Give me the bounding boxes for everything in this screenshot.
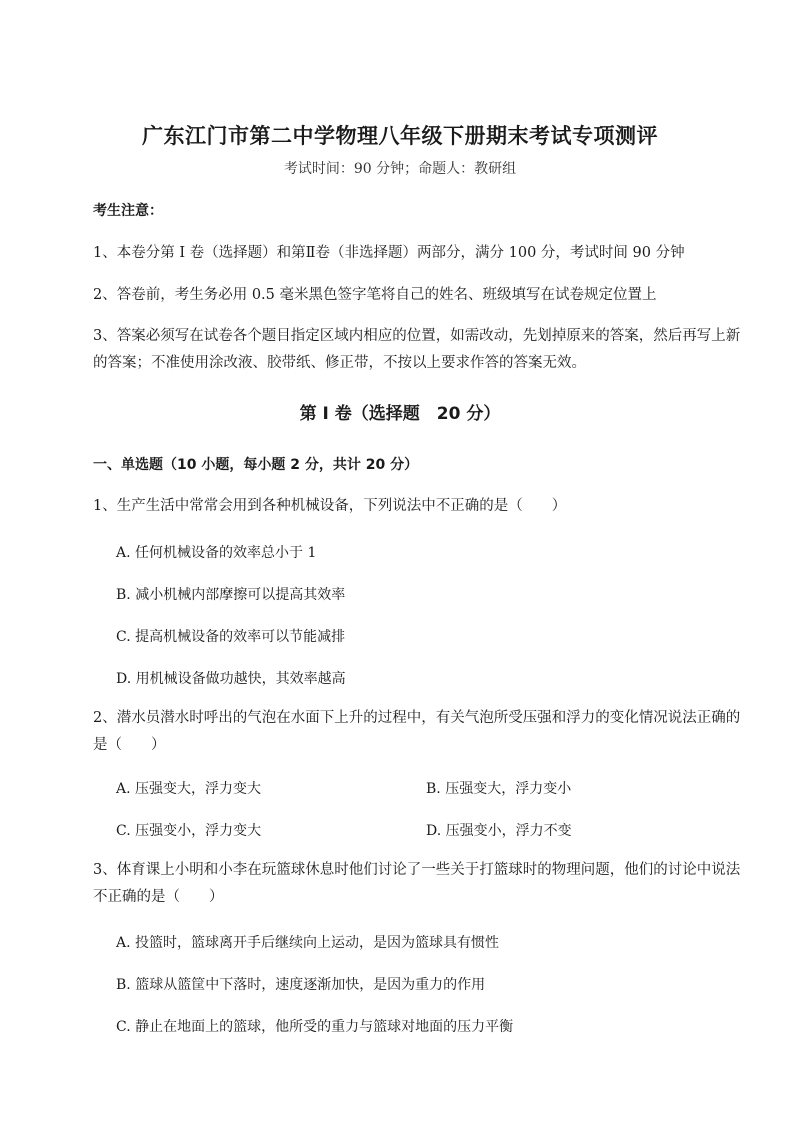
question-3-option-a: A. 投篮时，篮球离开手后继续向上运动，是因为篮球具有惯性 [116,935,500,951]
question-2-option-b: B. 压强变大，浮力变小 [426,781,572,797]
question-1-option-d: D. 用机械设备做功越快，其效率越高 [116,671,346,687]
question-3-stem: 3、体育课上小明和小李在玩篮球休息时他们讨论了一些关于打篮球时的物理问题，他们的讨论中说法不正确的是（ ） [93,862,741,905]
question-2-option-c: C. 压强变小，浮力变大 [116,823,262,839]
notice-heading: 考生注意： [93,203,163,219]
notice-item-1: 1、本卷分第 I 卷（选择题）和第Ⅱ卷（非选择题）两部分，满分 100 分，考试时间 90 分钟 [93,245,685,261]
part-heading: 一、单选题（10 小题，每小题 2 分，共计 20 分） [93,457,419,473]
question-1-option-b: B. 减小机械内部摩擦可以提高其效率 [116,587,346,603]
question-1-option-c: C. 提高机械设备的效率可以节能减排 [116,629,346,645]
question-2-stem: 2、潜水员潜水时呼出的气泡在水面下上升的过程中，有关气泡所受压强和浮力的变化情况说法正确的是（ ） [93,710,741,753]
exam-info: 考试时间：90 分钟；命题人：教研组 [283,161,517,177]
question-3-option-b: B. 篮球从篮筐中下落时，速度逐渐加快，是因为重力的作用 [116,977,486,993]
notice-item-2: 2、答卷前，考生务必用 0.5 毫米黑色签字笔将自己的姓名、班级填写在试卷规定位置上 [93,287,657,303]
question-1-option-a: A. 任何机械设备的效率总小于 1 [116,545,317,561]
question-1-stem: 1、生产生活中常常会用到各种机械设备，下列说法中不正确的是（ ） [93,498,567,514]
question-2-option-a: A. 压强变大，浮力变大 [116,781,262,797]
section-title: 第 I 卷（选择题 20 分） [299,404,501,424]
question-3-option-c: C. 静止在地面上的篮球，他所受的重力与篮球对地面的压力平衡 [116,1019,514,1035]
page-title: 广东江门市第二中学物理八年级下册期末考试专项测评 [142,124,658,148]
question-2-option-d: D. 压强变小，浮力不变 [426,823,572,839]
notice-item-3: 3、答案必须写在试卷各个题目指定区域内相应的位置，如需改动，先划掉原来的答案，然后再写上新的答案；不准使用涂改液、胶带纸、修正带，不按以上要求作答的答案无效。 [93,328,741,371]
